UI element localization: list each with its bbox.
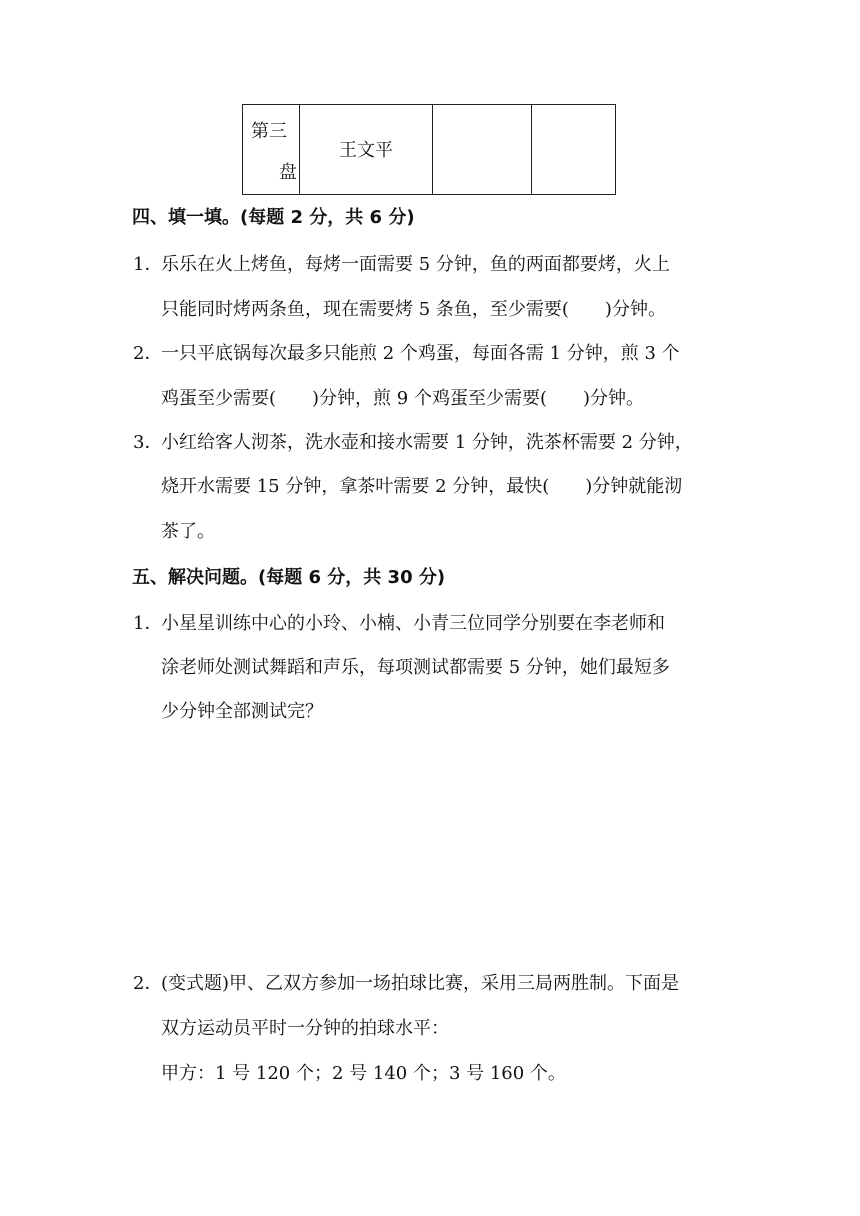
question-line: 乐乐在火上烤鱼，每烤一面需要 5 分钟，鱼的两面都要烤，火上	[161, 254, 670, 275]
round-label-bottom: 盘	[279, 162, 297, 183]
score-table	[242, 104, 616, 195]
question-number: 2．	[133, 973, 163, 994]
section-5-heading: 五、解决问题。(每题 6 分，共 30 分)	[132, 567, 446, 588]
empty-cell	[532, 105, 616, 195]
table-row	[243, 105, 616, 195]
round-label-top: 第三	[251, 121, 287, 142]
round-cell	[243, 105, 300, 195]
question-line: 双方运动员平时一分钟的拍球水平：	[161, 1018, 449, 1039]
question-line: 小红给客人沏茶，洗水壶和接水需要 1 分钟，洗茶杯需要 2 分钟，	[161, 432, 693, 453]
question-line: 涂老师处测试舞蹈和声乐，每项测试都需要 5 分钟，她们最短多	[161, 657, 670, 678]
question-line: 甲方：1 号 120 个；2 号 140 个；3 号 160 个。	[161, 1063, 566, 1084]
question-line: 只能同时烤两条鱼，现在需要烤 5 条鱼，至少需要( )分钟。	[161, 299, 666, 320]
question-number: 3．	[133, 432, 163, 453]
question-line: 一只平底锅每次最多只能煎 2 个鸡蛋，每面各需 1 分钟，煎 3 个	[161, 343, 680, 364]
player-cell	[300, 105, 433, 195]
empty-cell	[433, 105, 532, 195]
question-number: 2．	[133, 343, 163, 364]
question-number: 1．	[133, 254, 163, 275]
question-line: 茶了。	[161, 521, 215, 542]
section-4-heading: 四、填一填。(每题 2 分，共 6 分)	[132, 207, 415, 228]
question-line: 鸡蛋至少需要( )分钟，煎 9 个鸡蛋至少需要( )分钟。	[161, 388, 644, 409]
question-number: 1．	[133, 613, 163, 634]
question-line: 烧开水需要 15 分钟，拿茶叶需要 2 分钟，最快( )分钟就能沏	[161, 476, 683, 497]
player-name: 王文平	[339, 139, 393, 161]
question-line: 小星星训练中心的小玲、小楠、小青三位同学分别要在李老师和	[161, 613, 665, 634]
question-line: 少分钟全部测试完？	[161, 701, 323, 722]
question-line: (变式题)甲、乙双方参加一场拍球比赛，采用三局两胜制。下面是	[161, 973, 680, 994]
